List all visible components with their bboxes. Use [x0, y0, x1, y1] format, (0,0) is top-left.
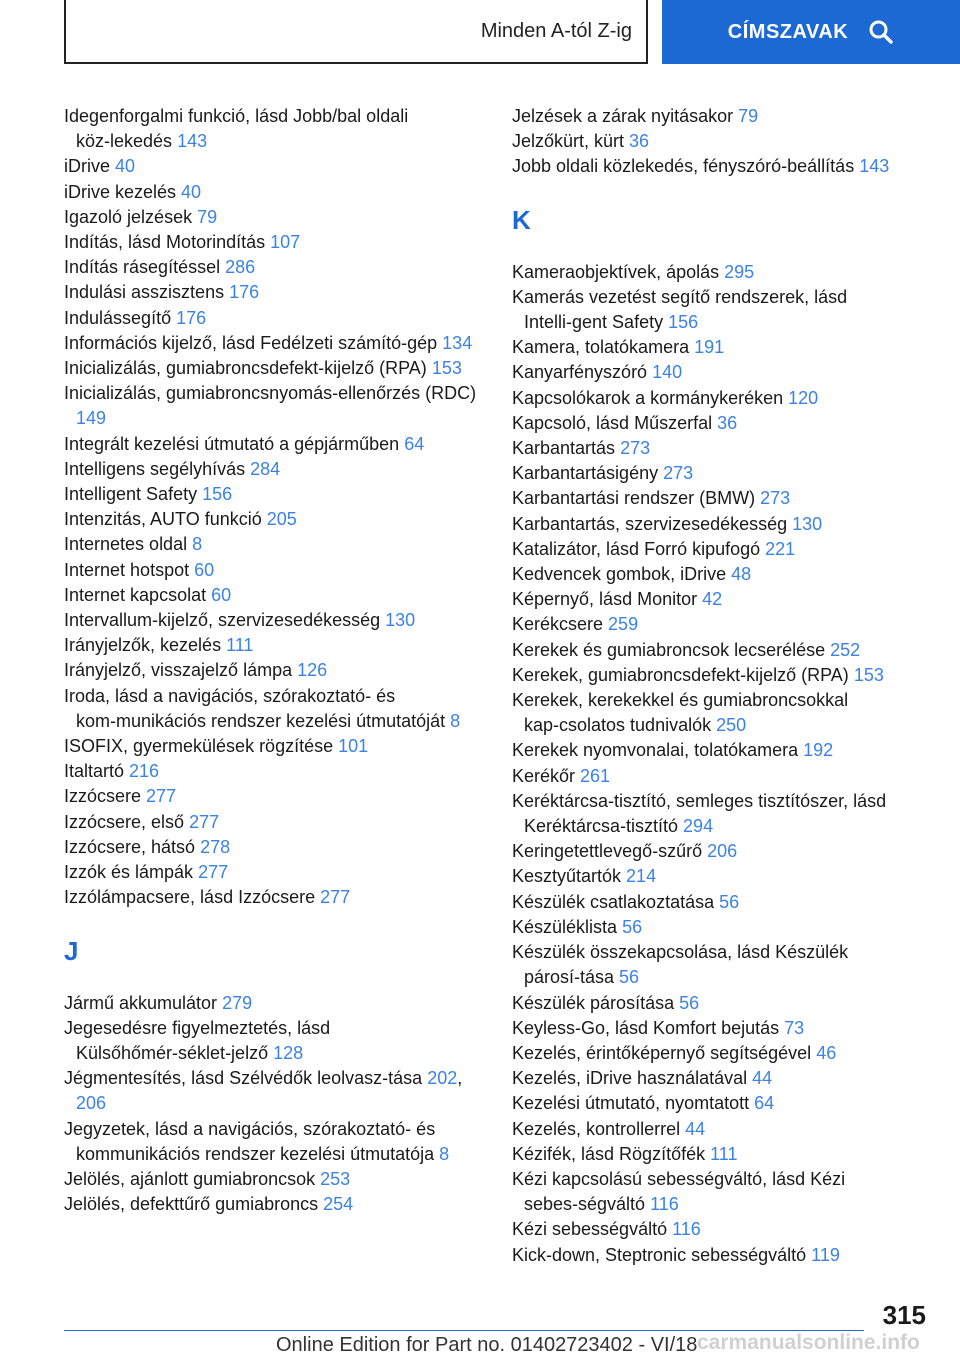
page-reference-link[interactable]: 261 — [580, 765, 611, 786]
index-entry-term: Jegesedésre figyelmeztetés, lásd Külsőhőmér‑séklet-jelző — [64, 1017, 331, 1063]
page-reference-link[interactable]: 126 — [297, 660, 328, 681]
index-entry-term: Izzólámpacsere, lásd Izzócsere — [64, 887, 321, 908]
index-entry — [512, 260, 932, 285]
index-entry-term: Képernyő, lásd Monitor — [512, 589, 703, 610]
index-entry — [512, 562, 932, 587]
index-entry-term: Indulássegítő — [64, 307, 177, 328]
page-reference-link[interactable]: 116 — [650, 1194, 679, 1215]
index-entry — [64, 583, 482, 608]
page-reference-link[interactable]: 44 — [685, 1118, 706, 1139]
index-entry — [64, 381, 482, 431]
index-entry — [512, 129, 932, 154]
index-entry — [64, 1016, 482, 1066]
page-reference-link[interactable]: 156 — [202, 484, 233, 505]
page-reference-link[interactable]: 286 — [225, 257, 256, 278]
page-reference-link[interactable]: 140 — [652, 362, 683, 383]
page-reference-link[interactable]: 116 — [672, 1219, 701, 1240]
index-entry — [64, 759, 482, 784]
index-entry-term: Jelölés, defekttűrő gumiabroncs — [64, 1194, 324, 1215]
index-entry — [512, 1167, 932, 1217]
page-reference-link[interactable]: 294 — [683, 816, 714, 837]
page-reference-link[interactable]: 284 — [250, 458, 281, 479]
page-reference-link[interactable]: 176 — [229, 282, 260, 303]
index-entry-term: Készülék összekapcsolása, lásd Készülék párosí‑tása — [512, 942, 849, 988]
page-reference-link[interactable]: 252 — [830, 639, 861, 660]
index-entry-term: Keyless-Go, lásd Komfort bejutás — [512, 1017, 785, 1038]
index-entry-term: Kamera, tolatókamera — [512, 337, 695, 358]
page-number: 315 — [882, 1300, 926, 1330]
index-entry — [512, 154, 932, 179]
index-entry-term: Információs kijelző, lásd Fedélzeti számító‑gép — [64, 332, 443, 353]
index-entry — [64, 1192, 482, 1217]
index-entry-term: Karbantartásigény — [512, 463, 664, 484]
index-entry — [512, 764, 932, 789]
page-reference-link[interactable]: 278 — [200, 836, 231, 857]
index-entry — [64, 810, 482, 835]
index-entry — [512, 612, 932, 637]
page-reference-link[interactable]: 259 — [608, 614, 639, 635]
page-reference-link[interactable]: 149 — [76, 408, 107, 429]
page-reference-link[interactable]: 36 — [717, 412, 738, 433]
index-entry — [64, 558, 482, 583]
index-entry — [512, 663, 932, 688]
page-reference-link[interactable]: 56 — [679, 992, 700, 1013]
index-entry-term: Igazoló jelzések — [64, 206, 198, 227]
page-reference-link[interactable]: 295 — [724, 261, 755, 282]
page-reference-link[interactable]: 40 — [181, 181, 202, 202]
index-entry — [64, 784, 482, 809]
index-entry-term: Indítás rásegítéssel — [64, 257, 226, 278]
page-reference-link[interactable]: 143 — [859, 156, 890, 177]
index-entry-term: Irányjelzők, kezelés — [64, 635, 227, 656]
page-reference-link[interactable]: 277 — [189, 811, 220, 832]
index-entry — [64, 608, 482, 633]
page-reference-link[interactable]: 134 — [442, 332, 473, 353]
page-reference-link[interactable]: 111 — [226, 635, 254, 656]
index-entry-term: Jármű akkumulátor — [64, 992, 223, 1013]
index-entry — [512, 940, 932, 990]
page-reference-link[interactable]: 153 — [853, 664, 884, 685]
section-label: Minden A-tól Z-ig — [480, 19, 632, 42]
page-reference-link[interactable]: 119 — [811, 1244, 840, 1265]
index-entry — [512, 411, 932, 436]
index-entry — [512, 386, 932, 411]
index-entry — [512, 890, 932, 915]
page-reference-link[interactable]: 46 — [816, 1042, 837, 1063]
index-entry — [64, 734, 482, 759]
index-entry-term: Kezelés, érintőképernyő segítségével — [512, 1042, 817, 1063]
index-entry-term: Kesztyűtartók — [512, 866, 627, 887]
index-entry — [512, 864, 932, 889]
page-reference-link[interactable]: 42 — [702, 589, 723, 610]
page-reference-link[interactable]: 107 — [270, 232, 301, 253]
page-reference-link[interactable]: 254 — [323, 1194, 354, 1215]
index-entry-term: Kerekek és gumiabroncsok lecserélése — [512, 639, 831, 660]
page-reference-link[interactable]: 111 — [710, 1143, 738, 1164]
index-entry — [64, 835, 482, 860]
edition-note: Online Edition for Part no. 01402723402 - VI/18 — [276, 1334, 698, 1356]
index-entry-term: Kapcsolókarok a kormánykeréken — [512, 387, 789, 408]
page-reference-link[interactable]: 156 — [668, 312, 699, 333]
index-entry-term: iDrive — [64, 156, 116, 177]
index-entry — [64, 154, 482, 179]
page-reference-link[interactable]: 56 — [719, 891, 740, 912]
index-entry — [64, 633, 482, 658]
index-entry-term: Kedvencek gombok, iDrive — [512, 564, 732, 585]
page-reference-link[interactable]: 48 — [731, 564, 752, 585]
index-entry-term: Kerékcsere — [512, 614, 609, 635]
index-entry — [512, 839, 932, 864]
index-entry-term: Karbantartási rendszer (BMW) — [512, 488, 761, 509]
index-entry-term: Jelzések a zárak nyitásakor — [512, 106, 739, 126]
page-reference-link[interactable]: 128 — [273, 1042, 304, 1063]
page-reference-link[interactable]: 277 — [198, 862, 229, 883]
index-entry-term: Izzócsere — [64, 786, 147, 807]
index-entry — [512, 638, 932, 663]
page-reference-link[interactable]: 56 — [619, 967, 640, 988]
index-entry-term: Kézi kapcsolású sebességváltó, lásd Kézi sebes‑ségváltó — [512, 1168, 846, 1215]
index-entry-term: Irányjelző, visszajelző lámpa — [64, 660, 298, 681]
page-reference-link[interactable]: 192 — [803, 740, 834, 761]
index-entry — [512, 1142, 932, 1167]
index-entry-term: Kezelési útmutató, nyomtatott — [512, 1093, 755, 1114]
search-icon — [868, 19, 894, 45]
index-entry-term: Keringetettlevegő-szűrő — [512, 841, 708, 862]
page-reference-link[interactable]: 120 — [788, 387, 819, 408]
index-entry — [64, 255, 482, 280]
index-entry-term: Iroda, lásd a navigációs, szórakoztató- és kom‑munikációs rendszer kezelési útmutatóját — [64, 685, 451, 731]
index-entry-term: iDrive kezelés — [64, 181, 182, 202]
page-reference-link[interactable]: 277 — [320, 887, 351, 908]
index-entry-term: Intervallum-kijelző, szervizesedékesség — [64, 610, 386, 631]
page-reference-link[interactable]: 277 — [146, 786, 177, 807]
index-entry — [512, 461, 932, 486]
page-reference-link[interactable]: 73 — [784, 1017, 805, 1038]
index-entry — [512, 1217, 932, 1242]
page-reference-link[interactable]: 79 — [738, 106, 759, 126]
index-entry-term: Idegenforgalmi funkció, lásd Jobb/bal oldali köz‑lekedés — [64, 106, 409, 152]
index-entry — [64, 280, 482, 305]
page-reference-link[interactable]: 214 — [626, 866, 657, 887]
index-entry-term: Kerekek nyomvonalai, tolatókamera — [512, 740, 804, 761]
index-entry-term: Kezelés, iDrive használatával — [512, 1068, 753, 1089]
index-entry-term: Katalizátor, lásd Forró kipufogó — [512, 538, 766, 559]
page-reference-link[interactable]: 273 — [760, 488, 791, 509]
page-reference-link[interactable]: 153 — [431, 358, 462, 379]
index-entry — [64, 507, 482, 532]
index-entry — [64, 457, 482, 482]
index-entry-term: Italtartó — [64, 761, 130, 782]
index-entry-term: Jelölés, ajánlott gumiabroncsok — [64, 1168, 321, 1189]
index-entry — [512, 1016, 932, 1041]
index-entry-term: Kézi sebességváltó — [512, 1219, 673, 1240]
index-entry — [512, 486, 932, 511]
index-entry — [512, 1041, 932, 1066]
index-entry-term: Jegyzetek, lásd a navigációs, szórakoztató- és kommunikációs rendszer kezelési útmutatója — [64, 1118, 440, 1164]
index-entry-term: Karbantartás, szervizesedékesség — [512, 513, 793, 534]
page-reference-link[interactable]: 191 — [694, 337, 725, 358]
index-entry-term: Kerekek, gumiabroncsdefekt-kijelző (RPA) — [512, 664, 854, 685]
index-entry — [512, 512, 932, 537]
index-entry-term: Kezelés, kontrollerrel — [512, 1118, 686, 1139]
page-reference-link[interactable]: 250 — [716, 715, 747, 736]
index-entry-term: Kameraobjektívek, ápolás — [512, 261, 725, 282]
index-entry — [512, 1066, 932, 1091]
index-entry-term: Kerékőr — [512, 765, 581, 786]
index-entry-term: Kézifék, lásd Rögzítőfék — [512, 1143, 711, 1164]
index-entry — [512, 335, 932, 360]
index-entry-term: Izzók és lámpák — [64, 862, 199, 883]
index-entry — [64, 356, 482, 381]
index-entry — [512, 1091, 932, 1116]
index-entry-term: Kick-down, Steptronic sebességváltó — [512, 1244, 812, 1265]
index-entry-term: Kapcsoló, lásd Műszerfal — [512, 412, 718, 433]
index-entry-term: Inicializálás, gumiabroncsdefekt-kijelző (RPA) — [64, 358, 432, 379]
index-entry-term: Indulási asszisztens — [64, 282, 230, 303]
page-reference-link[interactable]: 79 — [197, 206, 218, 227]
keywords-button[interactable] — [662, 0, 960, 64]
index-entry-term: Indítás, lásd Motorindítás — [64, 232, 271, 253]
index-entry-term: Izzócsere, hátsó — [64, 836, 201, 857]
index-entry-term: ISOFIX, gyermekülések rögzítése — [64, 736, 339, 757]
index-entry-term: Karbantartás — [512, 438, 621, 459]
index-entry-term: Készülék párosítása — [512, 992, 680, 1013]
page-reference-link[interactable]: 64 — [404, 433, 425, 454]
index-entry — [512, 537, 932, 562]
index-entry-term: Készüléklista — [512, 916, 623, 937]
index-entry-term: Jobb oldali közlekedés, fényszóró-beállítás — [512, 156, 860, 177]
page-reference-link[interactable]: 279 — [222, 992, 253, 1013]
index-entry-term: Kerekek, kerekekkel és gumiabroncsokkal kap‑csolatos tudnivalók — [512, 690, 849, 736]
index-entry-term: Keréktárcsa-tisztító, semleges tisztítószer, lásd Keréktárcsa-tisztító — [512, 790, 887, 837]
index-entry — [64, 432, 482, 457]
index-entry — [64, 331, 482, 356]
page-reference-link[interactable]: 101 — [338, 736, 369, 757]
index-entry — [64, 658, 482, 683]
index-entry — [64, 991, 482, 1016]
index-entry-term: Jégmentesítés, lásd Szélvédők leolvasz‑tása — [64, 1068, 428, 1089]
page-reference-link[interactable]: 60 — [194, 559, 215, 580]
watermark: carmanualsonline.info — [697, 1331, 920, 1354]
index-column-right — [512, 104, 932, 1268]
index-entry-term: Intelligens segélyhívás — [64, 458, 251, 479]
page-reference-link[interactable]: 216 — [129, 761, 160, 782]
index-entry — [512, 104, 932, 129]
page-reference-link[interactable]: 206 — [707, 841, 738, 862]
index-entry — [64, 860, 482, 885]
index-entry — [512, 1243, 932, 1268]
index-entry — [512, 436, 932, 461]
page-reference-link[interactable]: 60 — [211, 584, 232, 605]
index-entry — [64, 1117, 482, 1167]
index-column-left — [64, 104, 482, 1217]
keywords-label: CÍMSZAVAK — [727, 20, 849, 43]
index-entry-term: Intenzitás, AUTO funkció — [64, 509, 267, 530]
index-entry — [64, 180, 482, 205]
page-reference-link[interactable]: 8 — [439, 1143, 450, 1164]
index-entry — [64, 885, 482, 910]
index-entry — [64, 1167, 482, 1192]
index-entry-term: Internet kapcsolat — [64, 584, 212, 605]
index-entry — [512, 1117, 932, 1142]
page-reference-link[interactable]: 273 — [620, 438, 651, 459]
index-entry — [64, 306, 482, 331]
page-reference-link[interactable]: 44 — [752, 1068, 773, 1089]
page-reference-link[interactable]: 40 — [115, 156, 136, 177]
page-reference-link[interactable]: 56 — [622, 916, 643, 937]
index-entry — [512, 789, 932, 839]
index-entry — [512, 991, 932, 1016]
page-reference-link[interactable]: 8 — [192, 534, 203, 555]
page-reference-link[interactable]: 206 — [76, 1093, 107, 1114]
page-reference-link[interactable]: 64 — [754, 1093, 775, 1114]
index-entry — [512, 587, 932, 612]
index-entry-term: Inicializálás, gumiabroncsnyomás-ellenőrzés (RDC) — [64, 383, 477, 404]
index-entry — [64, 532, 482, 557]
index-entry-term: Jelzőkürt, kürt — [512, 131, 630, 152]
page-reference-link[interactable]: 130 — [792, 513, 823, 534]
index-entry-term: Internetes oldal — [64, 534, 193, 555]
index-letter-heading: K — [512, 204, 531, 235]
index-entry-term: Kamerás vezetést segítő rendszerek, lásd Intelli‑gent Safety — [512, 286, 848, 333]
index-entry-term: Intelligent Safety — [64, 484, 203, 505]
page-reference-link[interactable]: 273 — [663, 463, 694, 484]
index-entry — [512, 915, 932, 940]
index-entry-term: Izzócsere, első — [64, 811, 190, 832]
page-reference-link[interactable]: 36 — [629, 131, 650, 152]
index-entry — [512, 285, 932, 335]
page-reference-link[interactable]: 130 — [385, 610, 416, 631]
index-entry: Jégmentesítés, lásd Szélvédők leolvasz‑tása 202, 206 — [64, 1068, 463, 1114]
index-entry-term: Kanyarfényszóró — [512, 362, 653, 383]
index-entry — [512, 688, 932, 738]
page-reference-link[interactable]: 176 — [176, 307, 207, 328]
index-letter-heading: J — [64, 935, 79, 966]
index-entry — [512, 738, 932, 763]
page-reference-link[interactable]: 202 — [427, 1068, 458, 1089]
index-entry — [512, 360, 932, 385]
page-reference-link[interactable]: 253 — [320, 1168, 351, 1189]
index-entry — [64, 230, 482, 255]
page-reference-link[interactable]: 221 — [765, 538, 796, 559]
index-entry-term: Internet hotspot — [64, 559, 195, 580]
index-entry — [64, 205, 482, 230]
page-reference-link[interactable]: 205 — [266, 509, 297, 530]
section-tab[interactable] — [64, 0, 648, 64]
page-reference-link[interactable]: 8 — [450, 710, 461, 731]
index-entry — [64, 684, 482, 734]
index-entry — [64, 482, 482, 507]
index-entry-term: Integrált kezelési útmutató a gépjárműben — [64, 433, 405, 454]
index-entry — [64, 104, 482, 154]
index-entry-term: Készülék csatlakoztatása — [512, 891, 720, 912]
page-reference-link[interactable]: 143 — [177, 131, 208, 152]
